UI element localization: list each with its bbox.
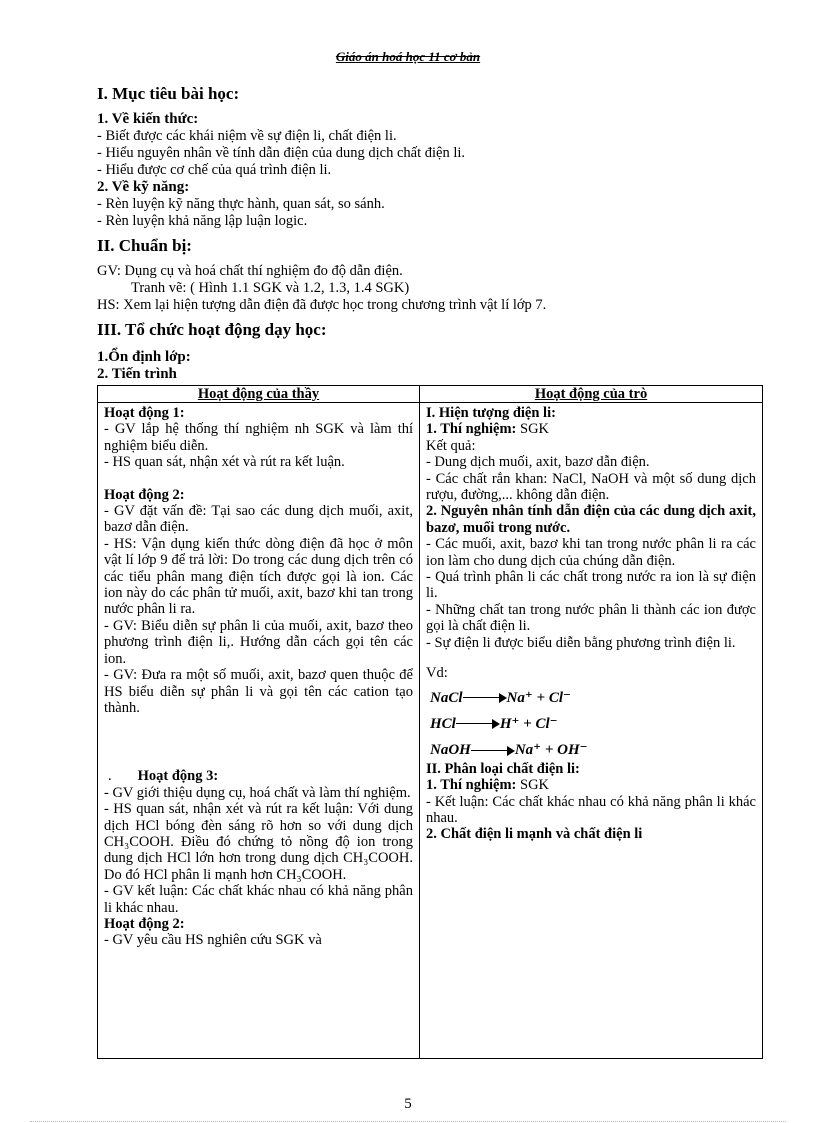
teacher-prep: GV: Dụng cụ và hoá chất thí nghiệm đo độ dẫn điện.: [97, 263, 403, 279]
section-objectives: [97, 84, 757, 230]
section-preparation: [97, 236, 757, 314]
page-number: 5: [404, 1096, 412, 1112]
equation-reactant: NaOH: [430, 742, 471, 759]
sgk-reference: SGK: [516, 777, 550, 794]
activity-text: - GV yêu cầu HS nghiên cứu SGK và: [104, 932, 322, 949]
section-title-activities: III. Tổ chức hoạt động dạy học:: [97, 320, 327, 339]
student-column: [420, 403, 763, 1059]
equation-nacl: [430, 690, 756, 706]
cause-text: - Sự điện li được biểu diễn bằng phương trình điện li.: [426, 634, 736, 651]
stray-dot: .: [108, 768, 112, 785]
student-heading: II. Phân loại chất điện li:: [426, 760, 580, 777]
activity-text: - HS quan sát, nhận xét và rút ra kết luận.: [104, 454, 345, 471]
skills-heading: 2. Về kỹ năng:: [97, 179, 190, 195]
equation-products: Na⁺ + OH⁻: [514, 742, 588, 759]
student-heading: I. Hiện tượng điện li:: [426, 405, 556, 421]
student-subheading: 1. Thí nghiệm:: [426, 777, 517, 794]
activity-text: - GV lắp hệ thống thí nghiệm nh SGK và làm thí nghiệm biểu diễn.: [104, 421, 413, 454]
cause-text: - Quá trình phân li các chất trong nước ra ion là sự điện li.: [426, 569, 756, 602]
student-column-header: Hoạt động của trò: [420, 386, 763, 403]
equation-naoh: [430, 742, 756, 758]
student-subheading: 2. Nguyên nhân tính dẫn điện của các dung dịch axit, bazơ, muối trong nước.: [426, 503, 756, 536]
section-title-objectives: I. Mục tiêu bài học:: [97, 84, 240, 103]
activity-text: - GV: Đưa ra một số muối, axit, bazơ quen thuộc để HS biểu diễn sự phân li và gọi tên các cation tạo thành.: [104, 667, 413, 716]
example-label: Vd:: [426, 665, 448, 682]
activity-heading: Hoạt động 2:: [104, 915, 185, 932]
reaction-arrow-icon: [471, 746, 515, 756]
activity-heading: Hoạt động 3:: [137, 768, 219, 785]
section-activities: [97, 320, 757, 383]
equation-reactant: NaCl: [430, 689, 463, 706]
teacher-prep-drawings: Tranh vẽ: ( Hình 1.1 SGK và 1.2, 1.3, 1.4 SGK): [131, 280, 410, 296]
teacher-column: [98, 403, 420, 1059]
activity-text: - GV: Biểu diễn sự phân li của muối, axit, bazơ theo phương trình điện li,. Hướng dẫn cách gọi tên các ion.: [104, 617, 413, 667]
progress-heading: 2. Tiến trình: [97, 366, 177, 382]
activity-heading: Hoạt động 2:: [104, 486, 185, 503]
activity-text: - GV kết luận: Các chất khác nhau có khả năng phân li khác nhau.: [104, 883, 413, 916]
sgk-reference: SGK: [516, 421, 550, 438]
reaction-arrow-icon: [456, 719, 500, 729]
cause-text: - Những chất tan trong nước phân li thành các ion được gọi là chất điện li.: [426, 601, 756, 635]
activity-text: - HS quan sát, nhận xét và rút ra kết luận: Với dung dịch HCl bóng đèn sáng rõ hơn so với dung dịch CH₃COOH. Điều đó chứng tỏ nồng độ ion trong dung dịch HCl lớn hơn trong dung dịch CH₃COOH. Do đó HCl phân li mạnh hơn CH₃COOH.: [104, 801, 413, 883]
equation-products: Na⁺ + Cl⁻: [506, 689, 571, 706]
student-subheading: 1. Thí nghiệm:: [426, 421, 517, 438]
knowledge-heading: 1. Về kiến thức:: [97, 111, 199, 127]
conclusion-text: - Kết luận: Các chất khác nhau có khả năng phân li khác nhau.: [426, 793, 756, 826]
activity-text: - GV đặt vấn đề: Tại sao các dung dịch muối, axit, bazơ dẫn điện.: [104, 503, 413, 536]
student-subheading: 2. Chất điện li mạnh và chất điện li: [426, 826, 643, 843]
activity-text: - HS: Vận dụng kiến thức dòng điện đã học ở môn vật lí lớp 9 để trả lời: Do trong các dung dịch trên có các tiểu phân mang điện tích được gọi là ion. Các ion này do các phân tử muối, axit, bazơ khi tan trong nước phân li ra.: [104, 535, 413, 618]
student-prep: HS: Xem lại hiện tượng dẫn điện đã được học trong chương trình vật lí lớp 7.: [97, 297, 547, 313]
activity-text: - GV giới thiệu dụng cụ, hoá chất và làm thí nghiệm.: [104, 784, 411, 801]
skills-item: - Rèn luyện kỹ năng thực hành, quan sát, so sánh.: [97, 196, 385, 212]
section-title-preparation: II. Chuẩn bị:: [97, 236, 192, 255]
cause-text: - Các muối, axit, bazơ khi tan trong nước phân li ra các ion làm cho dung dịch của chúng dẫn điện.: [426, 536, 756, 569]
knowledge-item: - Biết được các khái niệm về sự điện li, chất điện li.: [97, 128, 397, 144]
knowledge-item: - Hiểu nguyên nhân về tính dẫn điện của dung dịch chất điện li.: [97, 145, 466, 161]
skills-item: - Rèn luyện khả năng lập luận logic.: [97, 213, 308, 229]
result-text: - Các chất rắn khan: NaCl, NaOH và một số dung dịch rượu, đường,... không dẫn điện.: [426, 470, 756, 504]
result-text: - Dung dịch muối, axit, bazơ dẫn điện.: [426, 454, 650, 471]
equation-hcl: [430, 716, 756, 732]
equation-reactant: HCl: [430, 715, 456, 732]
footer-divider: [30, 1121, 786, 1122]
class-stabilization: 1.Ổn định lớp:: [97, 349, 191, 365]
reaction-arrow-icon: [463, 693, 507, 703]
equation-products: H⁺ + Cl⁻: [499, 715, 558, 732]
teacher-column-header: Hoạt động của thầy: [98, 386, 420, 403]
activity-table: [97, 385, 763, 1059]
result-label: Kết quả:: [426, 437, 476, 454]
page-header: Giáo án hoá học 11 cơ bản: [335, 49, 481, 64]
activity-heading: Hoạt động 1:: [104, 405, 185, 421]
knowledge-item: - Hiểu được cơ chế của quá trình điện li.: [97, 162, 332, 178]
